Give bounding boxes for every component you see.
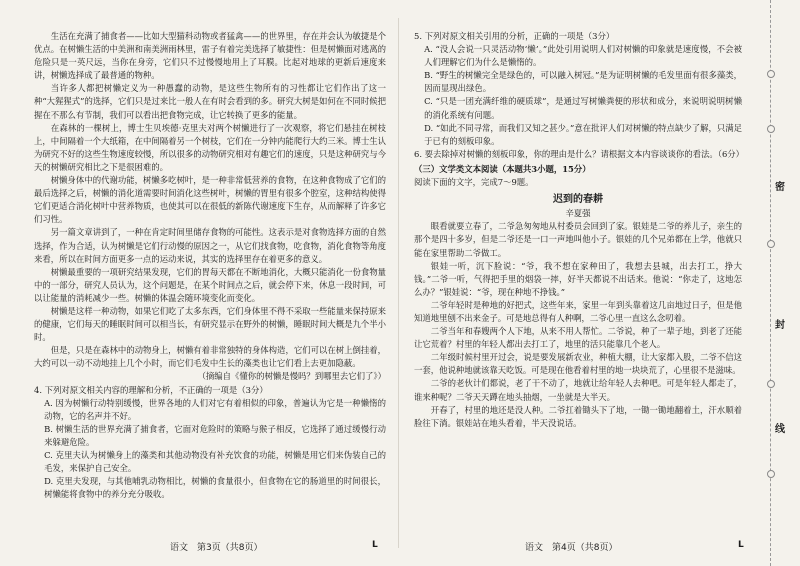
story-title: 迟到的春耕 bbox=[553, 194, 603, 206]
story-paragraph: 二年级时候村里开过会，说是要发展新农业，种植大棚，让大家都入股，二爷不信这一套，他说种地就该靠天吃饭。可是现在他看着村里的地一块块荒了，心里很不是滋味。 bbox=[414, 352, 742, 376]
story-paragraph: 眼看就要立春了，二爷急匆匆地从村委员会回到了家。银娃是二爷的养儿子，亲生的那个是四十多岁，但是二爷还是一口一声地叫他小子。银娃的几个兄弟都在上学，他就只能在家里帮助二爷做工。 bbox=[414, 221, 742, 258]
section-heading: （三）文学类文本阅读（本题共3小题，15分） bbox=[414, 163, 591, 174]
footer-mark: L bbox=[372, 540, 378, 550]
question-4-option-b: B. 树懒生活的世界充满了捕食者，它面对危险时的策略与猴子相反，它选择了通过缓慢行动来躲避危险。 bbox=[44, 423, 386, 447]
body-paragraph: 生活在充满了捕食者——比如大型猫科动物或者猛禽——的世界里，存在并会认为敏捷是个优点。在树懒生活的中美洲和南美洲雨林里，雷子有着完美选择了敏捷性：但是树懒面对逃离的危险只是一英尺远，当你在身旁，它们只不过慢慢地用上了耳膜。比起对地球的更新后速度来讲，树懒选择成了最普通的物种。 bbox=[34, 31, 386, 81]
binding-label: 线 bbox=[775, 424, 785, 435]
story-author: 辛夏强 bbox=[565, 208, 591, 219]
footer-page-number: 语文 第3页（共8页） bbox=[170, 543, 263, 553]
binding-circle-icon bbox=[767, 70, 775, 78]
binding-circle-icon bbox=[767, 380, 775, 388]
binding-circle-icon bbox=[767, 470, 775, 478]
body-paragraph: 但是，只是在森林中的动物身上，树懒有着非常独特的身体构造，它们可以在树上倒挂着，大约可以一动不动地挂上几个小时，而它们毛发中生长的藻类也让它们看上去更加隐蔽。 bbox=[34, 345, 386, 369]
story-paragraph: 二爷的老伙计们都说，老了干不动了，地就让给年轻人去种吧。可是年轻人都走了，谁来种呢？二爷天天蹲在地头抽烟，一坐就是大半天。 bbox=[414, 378, 742, 402]
story-paragraph: 二爷当年和春嫂两个人下地，从来不用人帮忙。二爷说，种了一辈子地，到老了还能让它荒着？村里的年轻人都出去打工了，地里的活只能靠几个老人。 bbox=[414, 326, 742, 350]
footer-page-number: 语文 第4页（共8页） bbox=[525, 543, 618, 553]
question-6: 6. 要去除掉对树懒的刻板印象，你的理由是什么？请根据文本内容谈谈你的看法。（6分） bbox=[414, 148, 745, 159]
body-paragraph: 树懒是这样一种动物，如果它们吃了太多东西，它们身体里不得不采取一些能量来保持原来的健康，它们每天的睡眠时间可以相当长，有研究显示在野外的树懒，睡眠时间大概是九个半小时。 bbox=[34, 305, 386, 343]
body-paragraph: 树懒身体中的代谢功能，树懒多吃树叶，是一种非常低营养的食物，在这种食物成了它们的最后选择之后，树懒的消化道需要时间消化这些树叶，树懒的胃里有很多个腔室，这种结构使得它们更适合消化树叶中营养物质，也使其可以在很低的新陈代谢速度下生存，从而解释了许多它们习性。 bbox=[34, 175, 386, 225]
question-5-stem: 5. 下列对原文相关引用的分析，正确的一项是（3分） bbox=[414, 31, 615, 41]
body-paragraph: 另一篇文章讲到了，一种在肯定时间里储存食物的可能性。这表示是对食物选择方面的自然选择，作为合适，认为树懒是它们行动慢的原因之一，从它们找食物，吃食物，消化食物等角度来看，所以在时间方面更多一点的运动来说，其实的选择里存在着更多的意义。 bbox=[34, 227, 386, 264]
section-intro: 阅读下面的文字，完成7～9题。 bbox=[414, 177, 534, 188]
footer-mark: L bbox=[738, 540, 744, 550]
question-4-option-a: A. 因为树懒行动特别缓慢，世界各地的人们对它有着相似的印象，普遍认为它是一种懒惰的动物，它的名声并不好。 bbox=[44, 397, 386, 421]
binding-line bbox=[770, 0, 772, 566]
question-5-option-a: A. “没人会说一只灵活动物‘懒’。”此处引用说明人们对树懒的印象就是速度慢，不会被人们理解它们为什么是懒惰的。 bbox=[424, 44, 742, 68]
binding-label: 封 bbox=[775, 320, 785, 331]
question-5-option-c: C. “只是一团充满纤维的硬质球”，是通过写树懒粪便的形状和成分，来说明说明树懒的消化系统有问题。 bbox=[424, 96, 742, 120]
body-paragraph: 在森林的一棵树上，博士生贝埃德·克里夫对两个树懒进行了一次观察，将它们悬挂在树枝上，中间隔着一个大纸箱，在中间隔着另一个树枝，它们在一分钟内能爬行大约三米。博士生认为研究不好的这些生物速度较慢，所以很多的动物研究相对有趣它们的速度，只是这种研究与今天的树懒研究相比之下是很困难的。 bbox=[34, 122, 386, 172]
story-paragraph: 开春了，村里的地还是没人种。二爷扛着锄头下了地，一锄一锄地翻着土，汗水顺着脸往下淌。银娃站在地头看着，半天没说话。 bbox=[414, 404, 742, 428]
right-page bbox=[414, 30, 745, 430]
left-page bbox=[34, 30, 386, 501]
body-paragraph: 树懒最重要的一项研究结果发现，它们的胃每天都在不断地消化，大概只能消化一份食物量中的一部分，研究人员认为，这个问题是，在某个时间点之后，就会停下来，休息一段时间，可以让能量的消耗减少一些。树懒的体温会随环境变化而变化。 bbox=[34, 266, 386, 303]
question-4-option-c: C. 克里夫认为树懒身上的藻类和其他动物没有补充饮食的功能，树懒是用它们来伪装自己的毛发，来保护自己安全。 bbox=[44, 450, 386, 474]
question-5-option-b: B. “野生的树懒完全是绿色的，可以融入树冠。”是为证明树懒的毛发里面有很多藻类，因而显现出绿色。 bbox=[424, 70, 742, 94]
story-paragraph: 银娃一听，沉下脸说：“爷，我不想在家种田了，我想去县城，出去打工，挣大钱。”二爷一听，气得把手里的烟袋一摔，好半天都说不出话来。他说：“你走了，这地怎么办？”银娃说：“爷，现在种地不挣钱。” bbox=[414, 260, 742, 297]
page-divider bbox=[398, 18, 399, 548]
question-4-option-d: D. 克里夫发现，与其他哺乳动物相比，树懒的食量很小，但食物在它的肠道里的时间很长，树懒能将食物中的养分充分吸收。 bbox=[44, 476, 386, 500]
source-citation: （摘编自《懂你的树懒是慢吗？到哪里去它们了》） bbox=[197, 371, 386, 382]
binding-circle-icon bbox=[767, 125, 775, 133]
binding-circle-icon bbox=[767, 240, 775, 248]
binding-label: 密 bbox=[775, 182, 785, 193]
story-paragraph: 二爷年轻时是种地的好把式，这些年来，家里一年到头靠着这几亩地过日子，但是他知道地里刨不出来金子。可是地总得有人种啊，二爷心里一直这么念叨着。 bbox=[414, 299, 742, 323]
body-paragraph: 当许多人都把树懒定义为一种愚蠢的动物，是这些生物所有的习性都让它们作出了这一种“大猩猩式”的选择，它们只是过来比一般人在有时会看到的多。研究大树是如何在不同时候把握在不那么有节制，我们可以看出把食物完成，让它转换了更多的能量。 bbox=[34, 83, 386, 120]
question-4-stem: 4. 下列对原文相关内容的理解和分析，不正确的一项是（3分） bbox=[34, 384, 268, 395]
question-5-option-d: D. “如此不同寻常，而我们又知之甚少。”意在批评人们对树懒的特点缺少了解，只满足于已有的刻板印象。 bbox=[424, 122, 742, 146]
